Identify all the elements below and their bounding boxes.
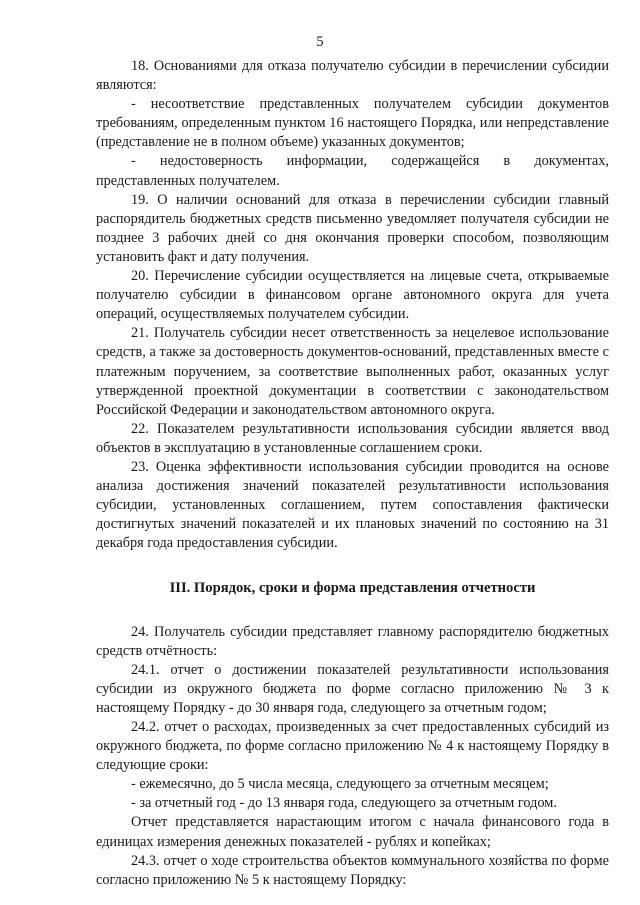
page-number: 5 bbox=[316, 34, 324, 50]
paragraph-22: 22. Показателем результативности использования субсидии является ввод объектов в эксплуатацию в установленные соглашением сроки. bbox=[96, 420, 609, 456]
paragraph-24-1: 24.1. отчет о достижении показателей результативности использования субсидии из окружного бюджета по форме согласно приложению № 3 к настоящему Порядку - до 30 января года, следующего за отчетным годом; bbox=[96, 661, 609, 716]
section-heading: III. Порядок, сроки и форма представления отчетности bbox=[169, 580, 536, 597]
paragraph-18: 18. Основаниями для отказа получателю субсидии в перечислении субсидии являются: bbox=[96, 58, 609, 94]
paragraph-24: 24. Получатель субсидии представляет главному распорядителю бюджетных средств отчётность: bbox=[96, 623, 609, 659]
paragraph-24-3: 24.3. отчет о ходе строительства объектов коммунального хозяйства по форме согласно приложению № 5 к настоящему Порядку: bbox=[96, 852, 609, 888]
paragraph-24-2: 24.2. отчет о расходах, произведенных за счет предоставленных субсидий из окружного бюджета, по форме согласно приложению № 4 к настоящему Порядку в следующие сроки: bbox=[96, 719, 609, 774]
paragraph-21: 21. Получатель субсидии несет ответственность за нецелевое использование средств, а также за достоверность документов-оснований, представленных вместе с платежным поручением, за соответствие выполненных работ, оказанных услуг утвержденной проектной документации в соответствии с законодательством Российской Федерации и законодательством автономного округа. bbox=[96, 325, 609, 418]
document-body bbox=[96, 57, 609, 890]
paragraph-19: 19. О наличии оснований для отказа в перечислении субсидии главный распорядитель бюджетных средств письменно уведомляет получателя субсидии не позднее 3 рабочих дней со дня окончания проверки способом, позволяющим установить факт и дату получения. bbox=[96, 191, 609, 265]
paragraph-20: 20. Перечисление субсидии осуществляется на лицевые счета, открываемые получателю субсидии в финансовом органе автономного округа для учета операций, осуществляемых получателем субсидии. bbox=[96, 268, 609, 323]
paragraph-24-2-item-1: - ежемесячно, до 5 числа месяца, следующего за отчетным месяцем; bbox=[131, 776, 549, 793]
paragraph-23: 23. Оценка эффективности использования субсидии проводится на основе анализа достижения значений показателей результативности использования субсидии, установленных соглашением, путем сопоставления фактически достигнутых значений показателей и их плановых значений по состоянию на 31 декабря года предоставления субсидии. bbox=[96, 458, 609, 552]
paragraph-24-2-note: Отчет представляется нарастающим итогом с начала финансового года в единицах измерения денежных показателей - рублях и копейках; bbox=[96, 814, 609, 850]
paragraph-24-2-item-2: - за отчетный год - до 13 января года, следующего за отчетным годом. bbox=[131, 795, 557, 812]
paragraph-18-item-1: - несоответствие представленных получателем субсидии документов требованиям, определенным пунктом 16 настоящего Порядка, или непредставление (представление не в полном объеме) указанных документов; bbox=[96, 96, 609, 151]
paragraph-18-item-2: - недостоверность информации, содержащейся в документах, представленных получателем. bbox=[96, 153, 609, 189]
